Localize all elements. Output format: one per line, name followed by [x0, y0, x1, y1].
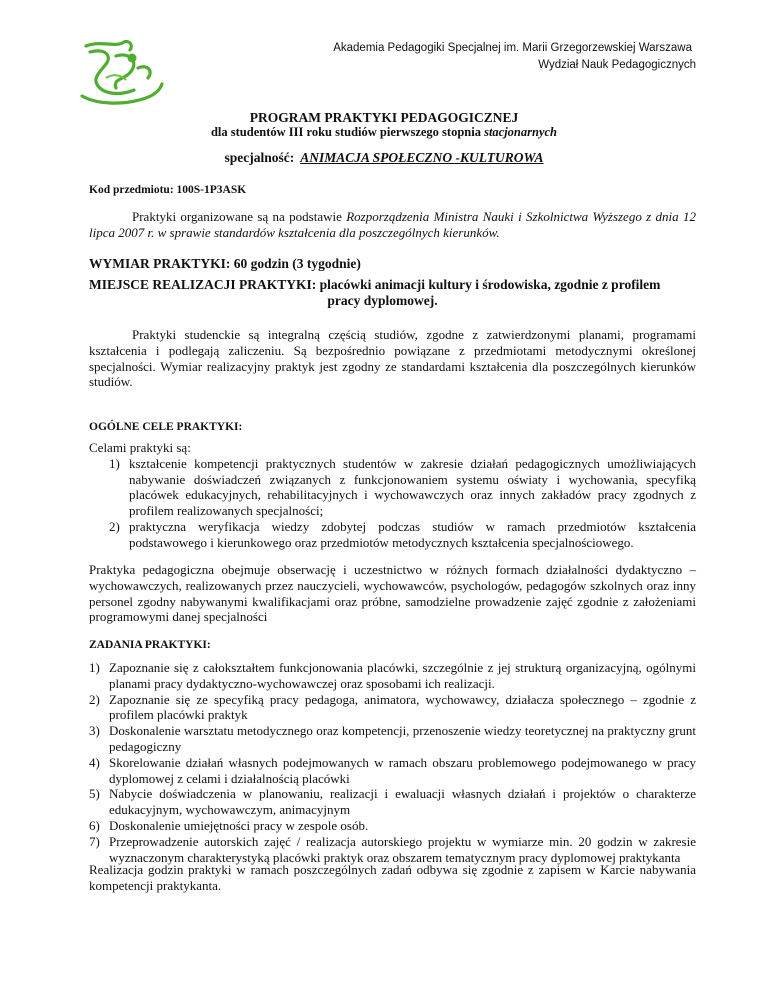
- location-line-1: MIEJSCE REALIZACJI PRAKTYKI: placówki animacji kultury i środowiska, zgodnie z profilem: [89, 277, 661, 292]
- aps-logo-icon: [76, 38, 166, 108]
- list-item: [89, 660, 696, 692]
- study-mode: stacjonarnych: [484, 125, 558, 139]
- list-item-number: 1): [109, 455, 120, 471]
- specialization-label: specjalność:: [224, 150, 295, 165]
- list-item-number: 4): [89, 754, 100, 770]
- specialization-value: ANIMACJA SPOŁECZNO -KULTUROWA: [300, 150, 544, 165]
- list-item: [89, 755, 696, 787]
- list-item: [89, 456, 696, 519]
- institution-header: [333, 40, 696, 74]
- list-item-text: Przeprowadzenie autorskich zajęć / realizacja autorskiego projektu w wymiarze min. 20 godzin w zakresie wyznaczonym charakterystyką placówki praktyk oraz obszarem tematycznym pracy dyplomowej praktykanta: [109, 833, 696, 865]
- regulation-reference: Rozporządzenia Ministra Nauki i Szkolnictwa Wyższego z dnia 12 lipca 2007 r. w sprawie standardów kształcenia dla poszczególnych kierunków.: [89, 209, 696, 240]
- list-item: [89, 834, 696, 866]
- list-item: [89, 723, 696, 755]
- list-item-text: Zapoznanie się ze specyfiką pracy pedagoga, animatora, wychowawcy, działacza społecznego – zgodnie z profilem placówki praktyk: [109, 691, 696, 723]
- list-item-number: 1): [89, 660, 100, 675]
- tasks-list: [89, 660, 696, 865]
- list-item-text: kształcenie kompetencji praktycznych studentów w zakresie działań pedagogicznych umożliwiających nabywanie doświadczeń związanych z funkcjonowaniem systemu oświaty i wychowania, specyfiką placówek edukacyjnych, rehabilitacyjnych i wychowawczych oraz innych zakładów pracy zgodnych z profilem realizowanych specjalności;: [129, 455, 696, 519]
- goals-section: [89, 440, 696, 551]
- goals-heading: OGÓLNE CELE PRAKTYKI:: [89, 421, 243, 433]
- list-item: [89, 519, 696, 551]
- list-item-text: Doskonalenie warsztatu metodycznego oraz kompetencji, przenoszenie wiedzy teoretycznej na praktyczny grunt pedagogiczny: [109, 723, 696, 754]
- list-item-number: 5): [89, 786, 100, 802]
- list-item-number: 2): [89, 691, 100, 707]
- intro-description-paragraph: Praktyki studenckie są integralną częścią studiów, zgodne z zatwierdzonymi planami, programami kształcenia i podlegają zaliczeniu. Są bezpośrednio powiązane z przedmiotami metodycznymi określonej specjalności. Wymiar realizacyjny praktyk jest zgodny ze standardami kształcenia dla poszczególnych kierunków studiów.: [89, 327, 696, 390]
- course-code: Kod przedmiotu: 100S-1P3ASK: [89, 184, 247, 196]
- list-item-number: 6): [89, 817, 100, 833]
- list-item-text: Doskonalenie umiejętności pracy w zespole osób.: [109, 817, 369, 833]
- practice-duration: WYMIAR PRAKTYKI: 60 godzin (3 tygodnie): [89, 256, 361, 271]
- intro-paragraph: [89, 209, 696, 241]
- faculty-name: Wydział Nauk Pedagogicznych: [538, 59, 696, 71]
- intro-prefix: Praktyki organizowane są na podstawie: [132, 209, 347, 224]
- closing-paragraph: Realizacja godzin praktyki w ramach poszczególnych zadań odbywa się zgodnie z zapisem w Karcie nabywania kompetencji praktykanta.: [89, 862, 696, 893]
- program-title: PROGRAM PRAKTYKI PEDAGOGICZNEJ: [249, 110, 519, 125]
- program-subtitle: [0, 125, 768, 140]
- list-item: [89, 692, 696, 724]
- specialization-line: [0, 150, 768, 166]
- list-item-text: Skorelowanie działań własnych podejmowanych w ramach obszaru problemowego podejmowanego w pracy dyplomowej z celami i działalnością placówki: [109, 754, 696, 786]
- list-item-text: Zapoznanie się z całokształtem funkcjonowania placówki, szczególnie z jej strukturą organizacyjną, ogólnymi planami pracy dydaktyczno-wychowawczej oraz sposobami ich realizacji.: [109, 660, 696, 691]
- tasks-section: [89, 660, 696, 865]
- list-item-text: Nabycie doświadczenia w planowaniu, realizacji i ewaluacji własnych działań i projektów o charakterze edukacyjnym, wychowawczym, animacyjnym: [109, 786, 696, 818]
- institution-name: Akademia Pedagogiki Specjalnej im. Marii Grzegorzewskiej Warszawa: [333, 42, 692, 54]
- list-item: [89, 818, 696, 834]
- goals-lead: Celami praktyki są:: [89, 440, 191, 455]
- list-item: [89, 786, 696, 818]
- practice-location: [89, 277, 696, 309]
- practice-scope-paragraph: Praktyka pedagogiczna obejmuje obserwację i uczestnictwo w różnych formach działalności dydaktyczno – wychowawczych, realizowanych przez nauczycieli, wychowawców, psychologów, pedagogów szkolnych oraz inny personel zgodny nabywanymi kwalifikacjami oraz próbne, samodzielne prowadzenie zajęć zgodnie z założeniami programowymi danej specjalności: [89, 562, 696, 625]
- list-item-number: 7): [89, 833, 100, 849]
- tasks-heading: ZADANIA PRAKTYKI:: [89, 639, 211, 651]
- list-item-text: praktyczna weryfikacja wiedzy zdobytej podczas studiów w ramach przedmiotów kształcenia podstawowego i kierunkowego oraz przedmiotów metodycznych kształcenia specjalnościowego.: [129, 518, 696, 550]
- list-item-number: 2): [109, 518, 120, 534]
- subtitle-prefix: dla studentów III roku studiów pierwszego stopnia: [210, 125, 485, 139]
- location-line-2: pracy dyplomowej.: [327, 292, 438, 308]
- goals-list: [89, 456, 696, 551]
- list-item-number: 3): [89, 723, 100, 739]
